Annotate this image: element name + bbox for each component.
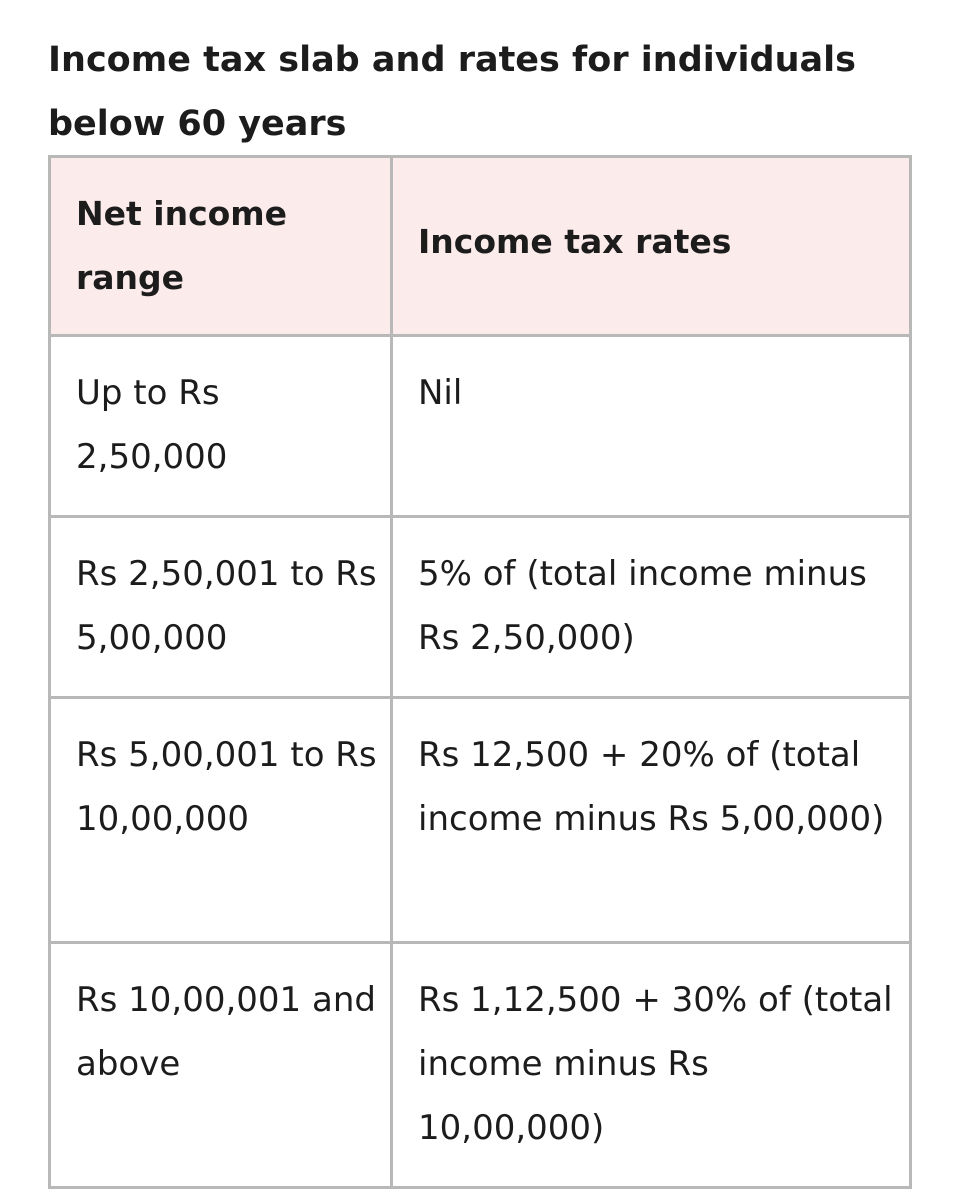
- header-net-income-range: Net income range: [50, 157, 392, 336]
- cell-income-range: Rs 10,00,001 and above: [50, 943, 392, 1188]
- page-title: Income tax slab and rates for individuals below 60 years: [48, 40, 856, 144]
- cell-income-range: Up to Rs 2,50,000: [50, 336, 392, 517]
- cell-tax-rate: Nil: [392, 336, 911, 517]
- table-header-row: [50, 157, 911, 336]
- table-row: [50, 517, 911, 698]
- cell-tax-rate: Rs 12,500 + 20% of (total income minus Rs 5,00,000): [392, 698, 911, 943]
- cell-tax-rate: 5% of (total income minus Rs 2,50,000): [392, 517, 911, 698]
- cell-tax-rate: Rs 1,12,500 + 30% of (total income minus Rs 10,00,000): [392, 943, 911, 1188]
- cell-income-range: Rs 2,50,001 to Rs 5,00,000: [50, 517, 392, 698]
- table-row: [50, 943, 911, 1188]
- cell-income-range: Rs 5,00,001 to Rs 10,00,000: [50, 698, 392, 943]
- tax-slab-table: [48, 155, 912, 1189]
- table-row: [50, 336, 911, 517]
- table-row: [50, 698, 911, 943]
- header-income-tax-rates: Income tax rates: [392, 157, 911, 336]
